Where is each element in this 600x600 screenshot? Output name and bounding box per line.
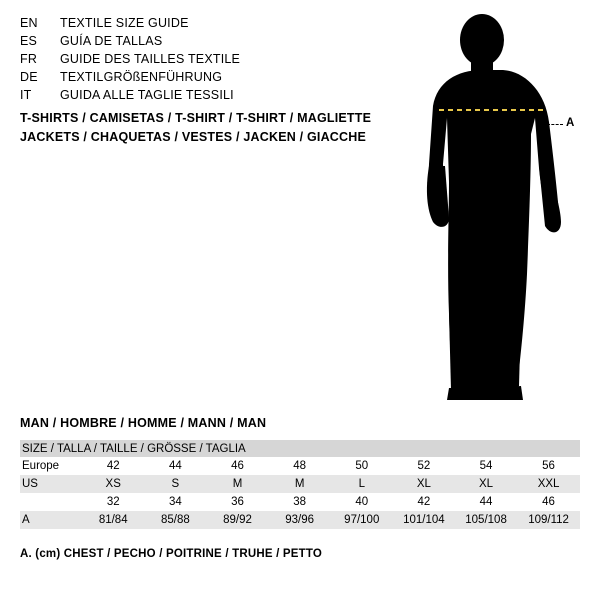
language-code: FR xyxy=(20,52,38,66)
cell: 89/92 xyxy=(206,511,268,529)
size-table-container xyxy=(20,440,580,529)
cell: 32 xyxy=(82,493,144,511)
language-row xyxy=(20,34,420,52)
table-row xyxy=(20,457,580,475)
cell: 54 xyxy=(455,457,517,475)
chest-measure-label: A xyxy=(566,117,575,129)
cell: L xyxy=(331,475,393,493)
cell: 44 xyxy=(455,493,517,511)
cell: 56 xyxy=(517,457,580,475)
cell: 52 xyxy=(393,457,455,475)
garment-category-jackets: JACKETS / CHAQUETAS / VESTES / JACKEN / GIACCHE xyxy=(20,130,367,144)
table-header-label: SIZE / TALLA / TAILLE / GRÖSSE / TAGLIA xyxy=(20,440,580,457)
language-row xyxy=(20,88,420,106)
language-row xyxy=(20,16,420,34)
language-row xyxy=(20,70,420,88)
row-label xyxy=(20,493,82,511)
cell: 48 xyxy=(269,457,331,475)
language-title: GUIDA ALLE TAGLIE TESSILI xyxy=(60,88,234,102)
cell: 46 xyxy=(517,493,580,511)
chest-label-leader xyxy=(547,124,563,125)
cell: 42 xyxy=(82,457,144,475)
language-code: DE xyxy=(20,70,38,84)
cell: XXL xyxy=(517,475,580,493)
row-label: A xyxy=(20,511,82,529)
measurement-footnote: A. (cm) CHEST / PECHO / POITRINE / TRUHE / PETTO xyxy=(20,548,323,560)
cell: 44 xyxy=(144,457,206,475)
cell: 42 xyxy=(393,493,455,511)
cell: 101/104 xyxy=(393,511,455,529)
silhouette-icon xyxy=(405,14,590,404)
size-table xyxy=(20,440,580,529)
cell: M xyxy=(269,475,331,493)
language-title: TEXTILGRÖßENFÜHRUNG xyxy=(60,70,223,84)
cell: 85/88 xyxy=(144,511,206,529)
cell: 40 xyxy=(331,493,393,511)
cell: 97/100 xyxy=(331,511,393,529)
row-label: Europe xyxy=(20,457,82,475)
table-header-row xyxy=(20,440,580,457)
language-code: ES xyxy=(20,34,38,48)
cell: 93/96 xyxy=(269,511,331,529)
cell: XL xyxy=(455,475,517,493)
language-title: TEXTILE SIZE GUIDE xyxy=(60,16,189,30)
male-silhouette-figure xyxy=(405,14,590,404)
cell: 81/84 xyxy=(82,511,144,529)
language-title: GUÍA DE TALLAS xyxy=(60,34,163,48)
cell: 46 xyxy=(206,457,268,475)
cell: 105/108 xyxy=(455,511,517,529)
language-title: GUIDE DES TAILLES TEXTILE xyxy=(60,52,241,66)
table-row xyxy=(20,475,580,493)
cell: XS xyxy=(82,475,144,493)
language-row xyxy=(20,52,420,70)
cell: 34 xyxy=(144,493,206,511)
section-heading-man: MAN / HOMBRE / HOMME / MANN / MAN xyxy=(20,416,267,430)
cell: M xyxy=(206,475,268,493)
language-title-list xyxy=(20,16,420,106)
garment-category-list xyxy=(20,111,371,149)
garment-category-tshirts: T-SHIRTS / CAMISETAS / T-SHIRT / T-SHIRT / MAGLIETTE xyxy=(20,111,372,125)
cell: S xyxy=(144,475,206,493)
language-code: IT xyxy=(20,88,32,102)
cell: 50 xyxy=(331,457,393,475)
cell: 36 xyxy=(206,493,268,511)
cell: XL xyxy=(393,475,455,493)
cell: 109/112 xyxy=(517,511,580,529)
language-code: EN xyxy=(20,16,38,30)
cell: 38 xyxy=(269,493,331,511)
table-row xyxy=(20,493,580,511)
row-label: US xyxy=(20,475,82,493)
table-row xyxy=(20,511,580,529)
